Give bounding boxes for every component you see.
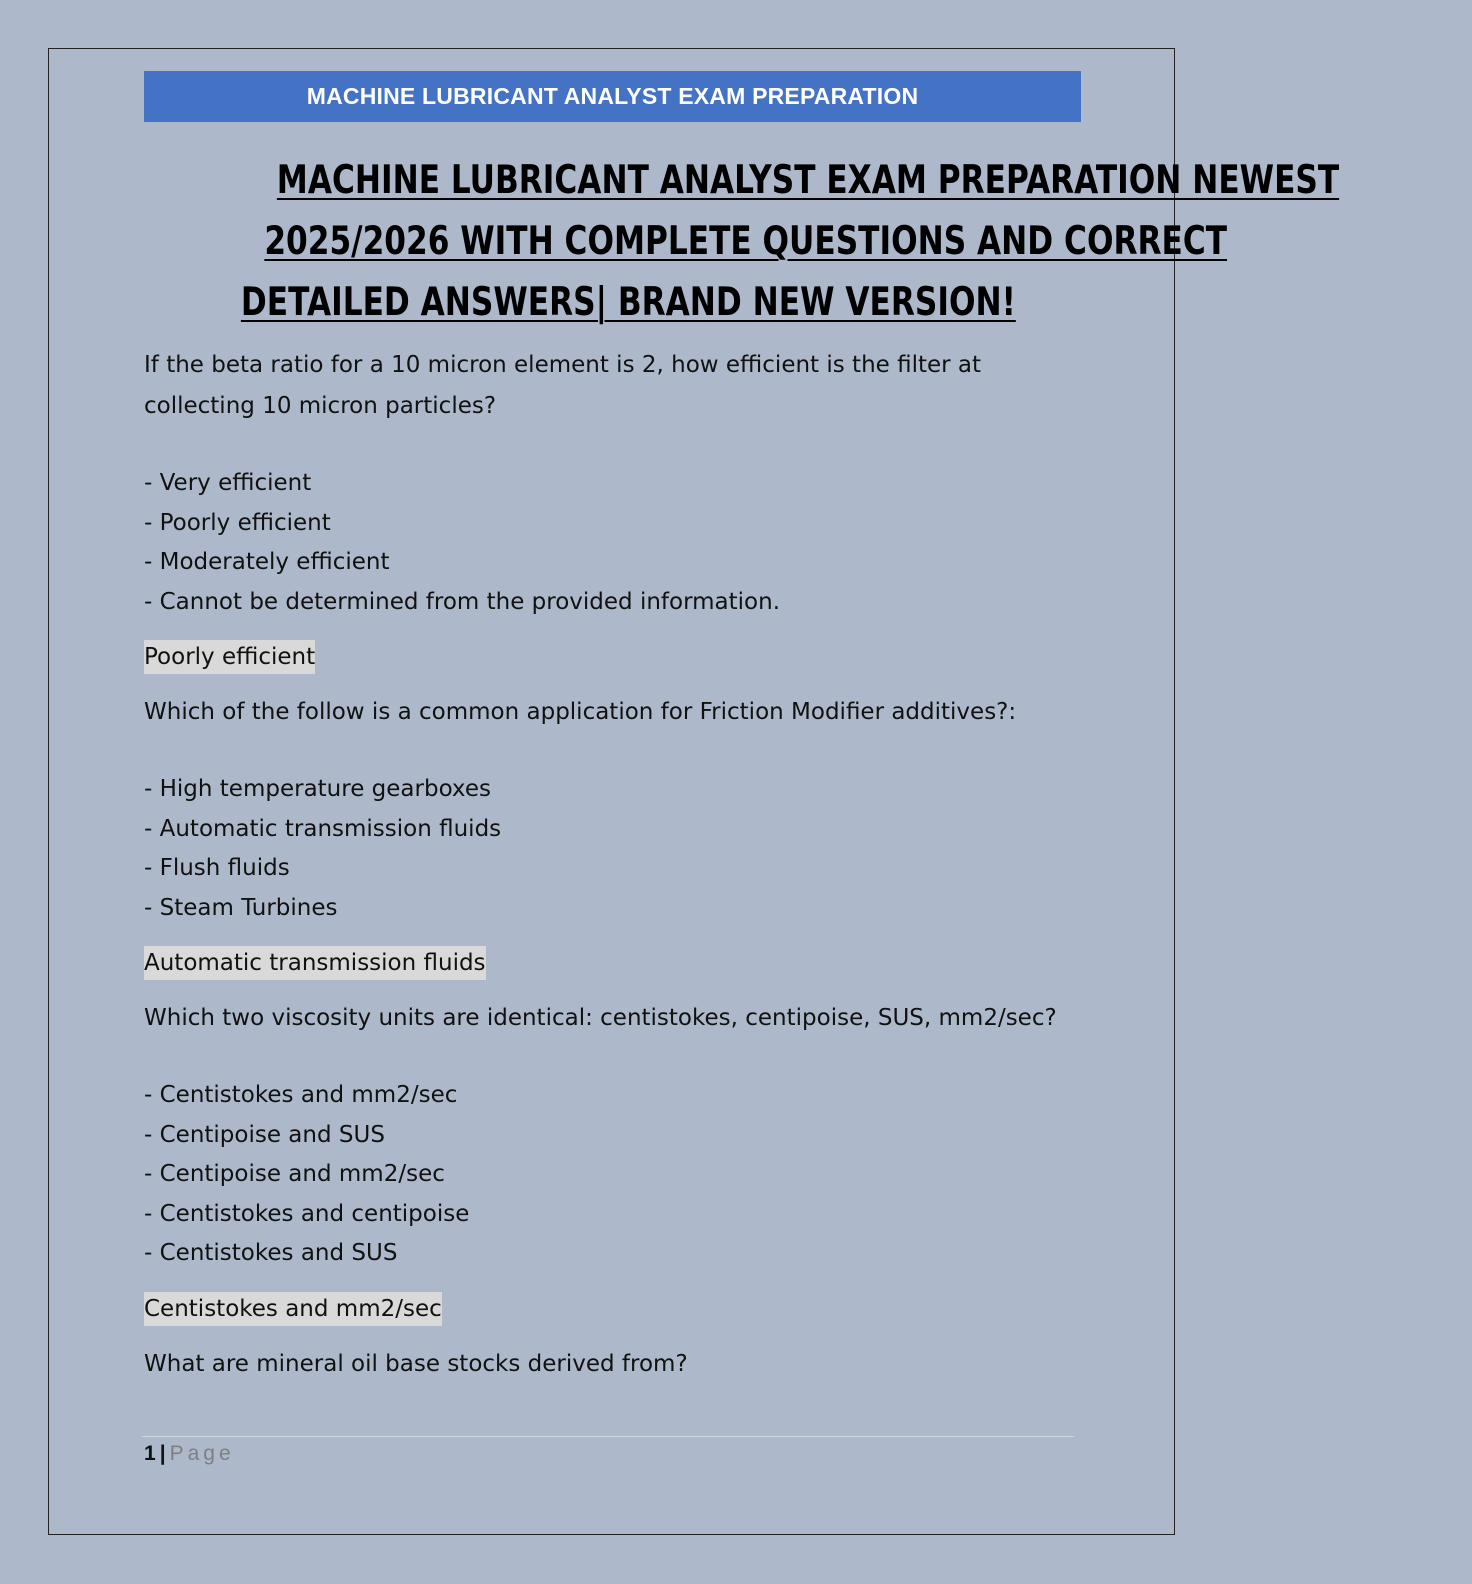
option-item: - Centistokes and mm2/sec (144, 1082, 458, 1108)
question-block-2 (144, 692, 1089, 998)
option-item: - Poorly efficient (144, 509, 331, 536)
question-text: Which of the follow is a common application for Friction Modifier additives?: (144, 699, 1017, 725)
question-text: Which two viscosity units are identical: centistokes, centipoise, SUS, mm2/sec? (144, 1005, 1057, 1031)
footer-divider (142, 1436, 1074, 1437)
answer-highlight: Centistokes and mm2/sec (144, 1292, 442, 1326)
option-item: - Centistokes and SUS (144, 1240, 398, 1266)
option-item: - Flush fluids (144, 855, 290, 881)
page-number: 1 (144, 1442, 156, 1465)
title-line-1: MACHINE LUBRICANT ANALYST EXAM PREPARATION NEWEST (276, 158, 1340, 203)
option-item: - Steam Turbines (144, 894, 338, 921)
page-label: Page (169, 1442, 235, 1465)
option-item: - Centistokes and centipoise (144, 1200, 470, 1227)
option-item: - Automatic transmission fluids (144, 815, 502, 842)
page-footer (144, 1441, 235, 1467)
question-block-1 (144, 345, 1089, 692)
option-list (144, 1076, 1089, 1274)
option-item: - Very efficient (144, 470, 312, 496)
document-body (144, 345, 1089, 1385)
option-item: - Cannot be determined from the provided information. (144, 588, 781, 615)
document-title (144, 150, 1340, 333)
option-item: - Centipoise and SUS (144, 1121, 385, 1148)
question-block-4 (144, 1344, 1089, 1385)
question-block-3 (144, 998, 1089, 1344)
question-text: What are mineral oil base stocks derived from? (144, 1350, 688, 1377)
question-text: If the beta ratio for a 10 micron element is 2, how efficient is the filter at collecting 10 micron particles? (144, 352, 982, 419)
option-item: - Moderately efficient (144, 549, 390, 575)
option-list (144, 464, 1089, 622)
answer-highlight: Automatic transmission fluids (144, 946, 486, 980)
title-line-2: 2025/2026 WITH COMPLETE QUESTIONS AND CORRECT (264, 219, 1228, 264)
header-band: MACHINE LUBRICANT ANALYST EXAM PREPARATION (144, 71, 1081, 122)
option-item: - Centipoise and mm2/sec (144, 1161, 445, 1187)
option-list (144, 770, 1089, 928)
option-item: - High temperature gearboxes (144, 776, 491, 802)
answer-highlight: Poorly efficient (144, 640, 315, 674)
footer-separator: | (159, 1442, 166, 1465)
title-line-3: DETAILED ANSWERS| BRAND NEW VERSION! (240, 280, 1016, 325)
